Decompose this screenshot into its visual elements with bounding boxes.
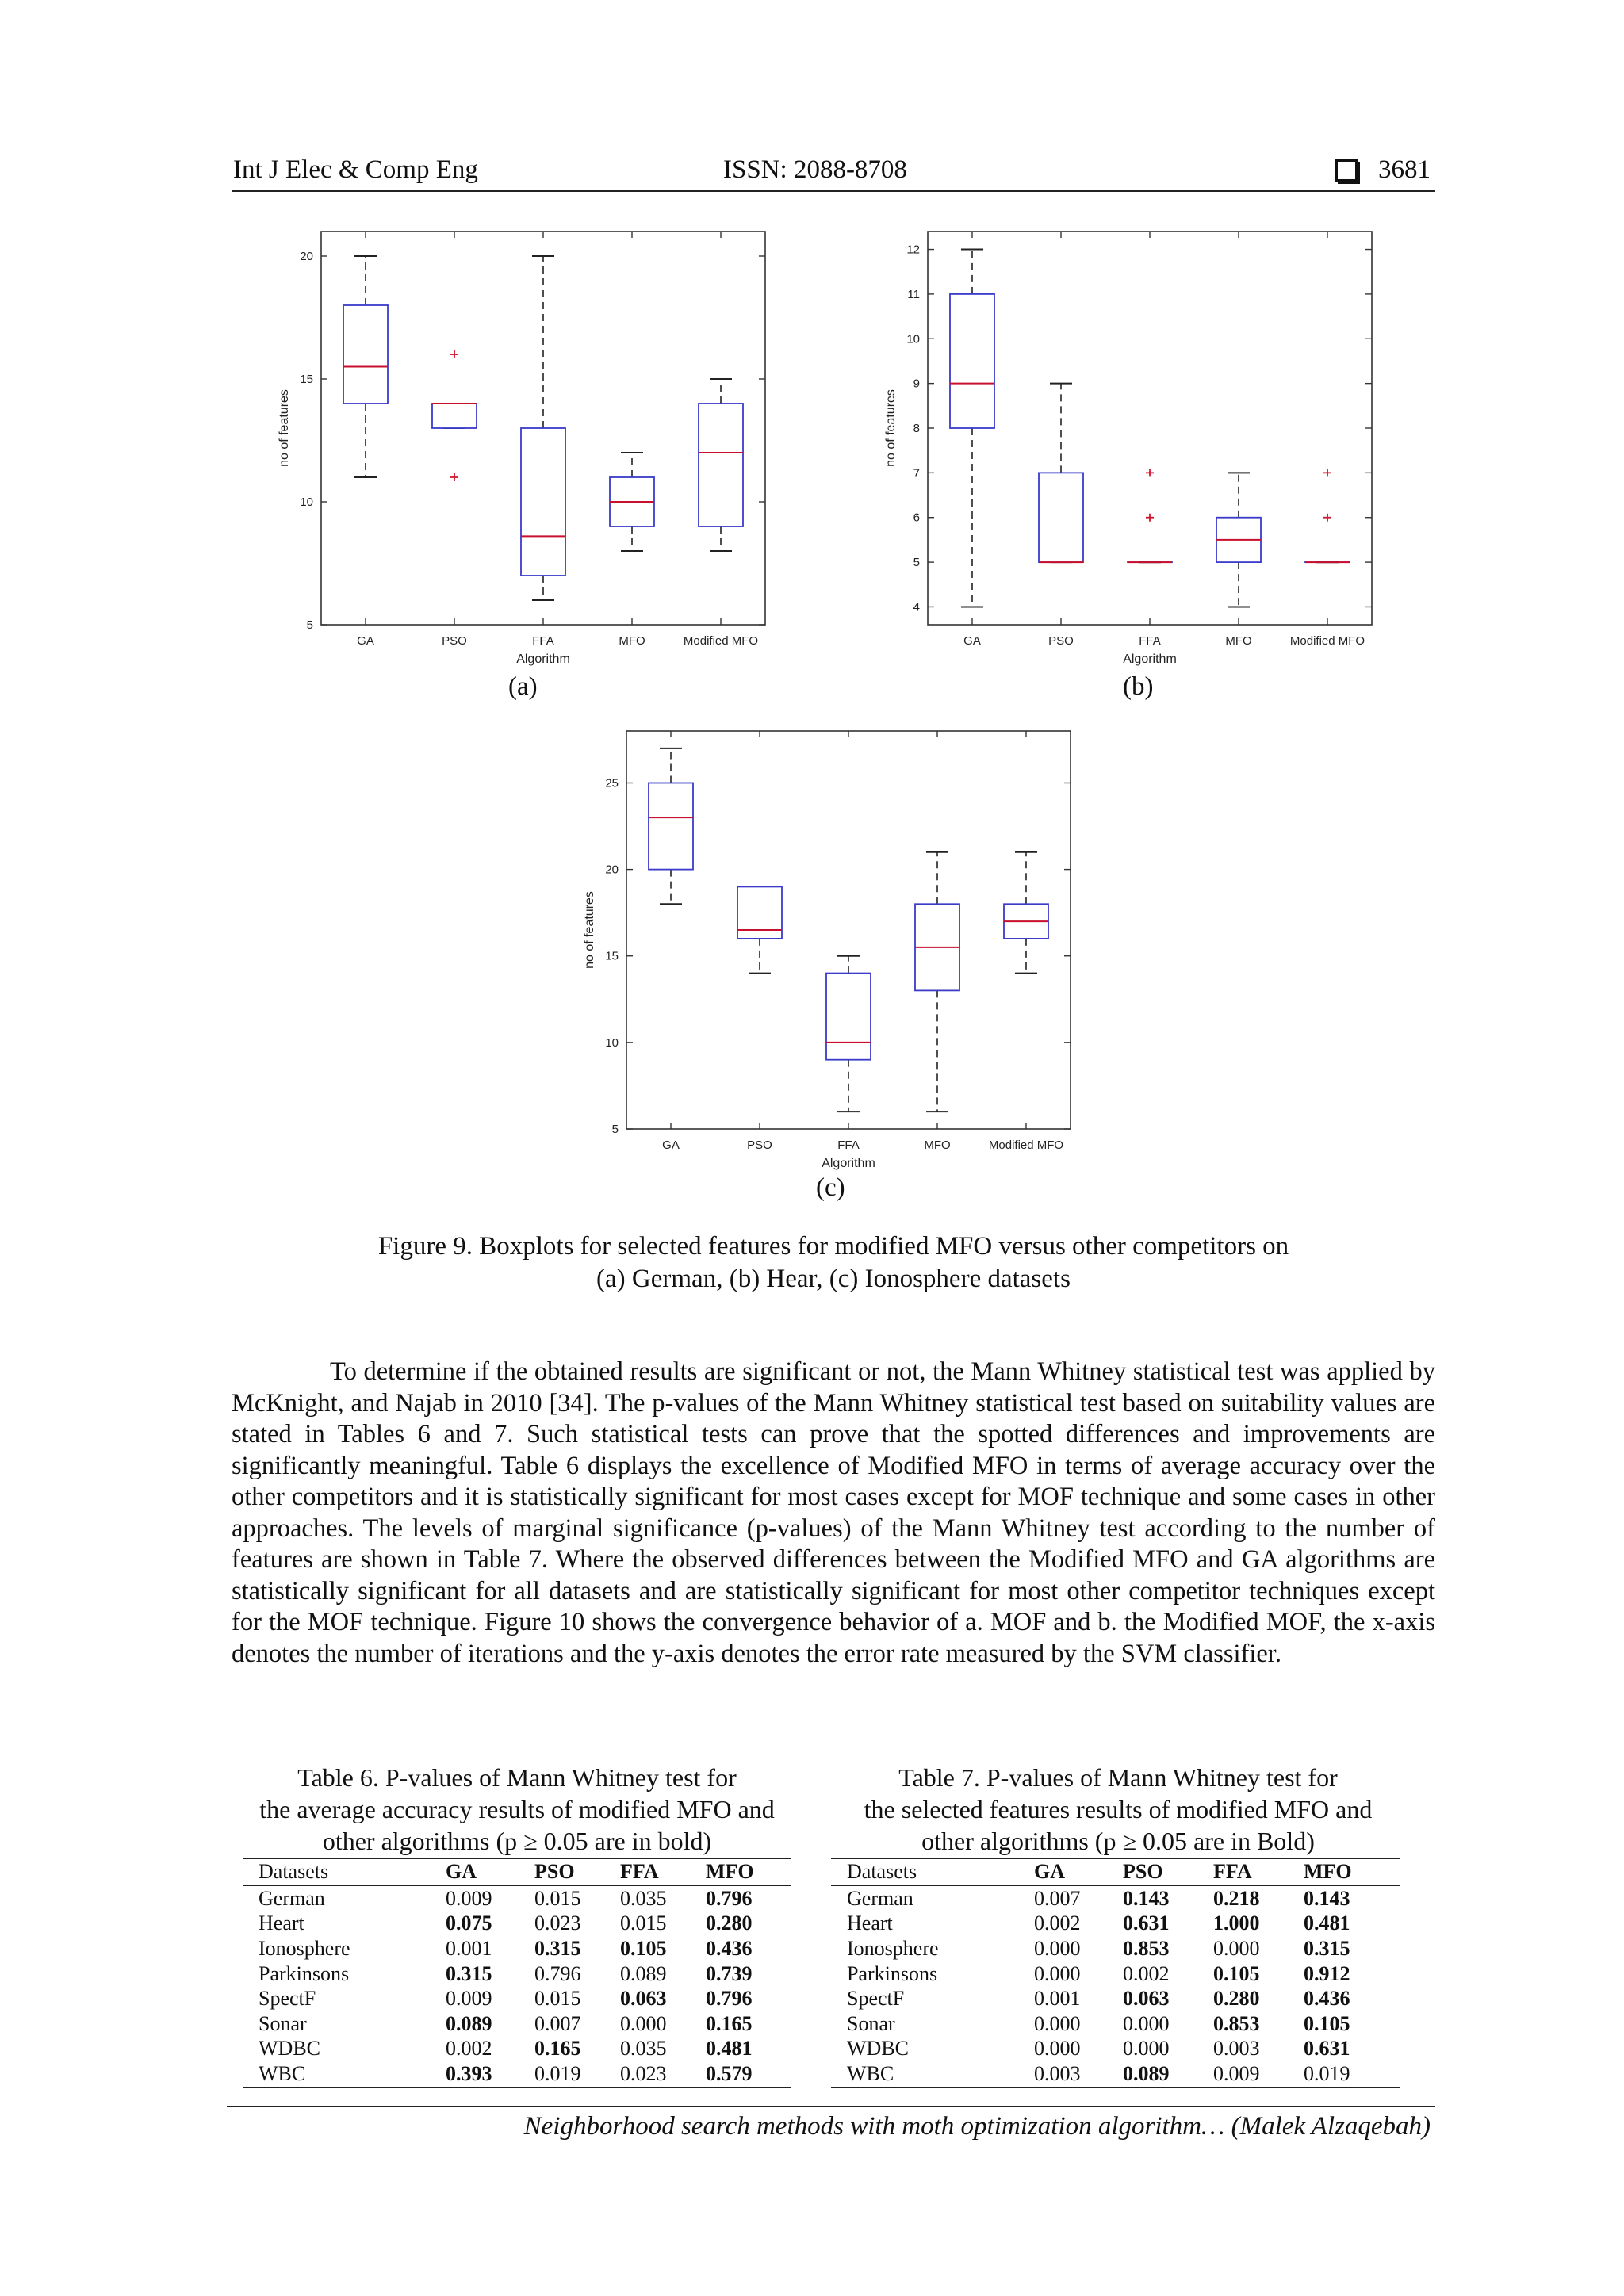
table-row xyxy=(831,2061,1400,2087)
category-label: MFO xyxy=(924,1138,951,1152)
y-tick-label: 5 xyxy=(611,1123,619,1136)
dataset-name-cell: SpectF xyxy=(259,1987,316,2011)
x-axis-label: Algorithm xyxy=(1123,652,1177,666)
table-row xyxy=(243,1961,791,1987)
p-value-cell: 0.481 xyxy=(706,2037,753,2061)
p-value-cell: 0.007 xyxy=(1034,1886,1081,1910)
y-tick-label: 25 xyxy=(605,776,619,790)
box-ga xyxy=(343,256,388,477)
iqr-box xyxy=(649,783,693,869)
p-value-cell: 0.000 xyxy=(1034,1961,1081,1985)
footer-text: Neighborhood search methods with moth optimization algorithm… (Malek Alzaqebah) xyxy=(523,2112,1431,2141)
page-footer xyxy=(227,2106,1435,2141)
p-value-cell: 0.009 xyxy=(1213,2061,1304,2087)
dataset-name-cell: WDBC xyxy=(259,2037,320,2061)
y-tick-label: 20 xyxy=(300,250,313,263)
p-value-cell: 0.019 xyxy=(534,2061,620,2087)
iqr-box xyxy=(950,294,994,428)
caption-line-2: (a) German, (b) Hear, (c) Ionosphere datasets xyxy=(596,1265,1071,1293)
table-row xyxy=(243,1986,791,2011)
dataset-name-cell: WBC xyxy=(831,2061,1034,2087)
p-value-cell: 0.009 xyxy=(446,1886,492,1910)
category-label: GA xyxy=(357,634,374,648)
table6-header-datasets: Datasets xyxy=(243,1858,446,1885)
table-row xyxy=(243,2011,791,2037)
p-value-cell: 0.003 xyxy=(1213,2037,1260,2061)
category-label: FFA xyxy=(532,634,554,648)
box-modified-mfo xyxy=(1004,852,1048,974)
square-bullet-icon xyxy=(1335,159,1358,182)
box-mfo xyxy=(1216,473,1261,607)
category-label: FFA xyxy=(1139,634,1161,648)
box-ga xyxy=(649,748,693,904)
category-label: Modified MFO xyxy=(1289,634,1365,648)
p-value-cell: 0.165 xyxy=(706,2011,753,2035)
p-value-cell: 0.015 xyxy=(534,1886,581,1910)
p-value-cell: 0.019 xyxy=(1304,2061,1400,2087)
y-tick-label: 10 xyxy=(300,496,313,509)
table7-header-pso: PSO xyxy=(1123,1858,1213,1885)
box-ffa xyxy=(826,956,871,1112)
boxplot-b xyxy=(884,224,1378,675)
p-value-cell: 0.000 xyxy=(1034,2011,1081,2035)
table7 xyxy=(831,1858,1400,2088)
y-tick-label: 15 xyxy=(300,373,313,386)
table6-header-pso: PSO xyxy=(534,1858,620,1885)
p-value-cell: 0.023 xyxy=(620,2061,706,2087)
iqr-box xyxy=(1039,473,1083,562)
p-value-cell: 0.000 xyxy=(1123,2011,1170,2035)
x-axis-label: Algorithm xyxy=(822,1157,875,1170)
table6-header-ga: GA xyxy=(446,1858,534,1885)
journal-name: Int J Elec & Comp Eng xyxy=(233,155,478,184)
boxplot-a xyxy=(278,224,773,675)
table6-header-row xyxy=(243,1858,791,1885)
p-value-cell: 0.089 xyxy=(620,1961,667,1985)
box-mfo xyxy=(610,453,654,551)
p-value-cell: 0.000 xyxy=(1213,1936,1260,1960)
boxplot-a-svg xyxy=(278,224,773,675)
table7-header-datasets: Datasets xyxy=(831,1858,1034,1885)
dataset-name-cell: German xyxy=(259,1886,325,1910)
y-tick-label: 9 xyxy=(913,377,920,391)
body-paragraph xyxy=(232,1357,1435,1670)
box-pso xyxy=(737,886,782,973)
table6-caption-line: other algorithms (p ≥ 0.05 are in bold) xyxy=(322,1827,712,1855)
p-value-cell: 0.218 xyxy=(1213,1886,1260,1910)
dataset-name-cell: WDBC xyxy=(847,2037,909,2061)
p-value-cell: 0.481 xyxy=(1304,1911,1350,1935)
y-tick-label: 12 xyxy=(906,243,920,257)
category-label: FFA xyxy=(837,1138,860,1152)
box-modified-mfo xyxy=(699,379,743,551)
dataset-name-cell: Sonar xyxy=(847,2011,895,2035)
sublabel-a: (a) xyxy=(508,672,538,701)
box-modified-mfo xyxy=(1305,469,1350,562)
table-row xyxy=(831,1911,1400,1937)
p-value-cell: 0.000 xyxy=(1123,2037,1170,2061)
table6-caption xyxy=(235,1762,799,1857)
category-label: MFO xyxy=(1225,634,1252,648)
issn: ISSN: 2088-8708 xyxy=(723,155,907,184)
p-value-cell: 0.105 xyxy=(1304,2011,1350,2035)
y-axis-label: no of features xyxy=(278,389,291,467)
category-label: GA xyxy=(662,1138,680,1152)
p-value-cell: 0.000 xyxy=(620,2011,667,2035)
y-tick-label: 4 xyxy=(913,600,920,614)
p-value-cell: 0.315 xyxy=(446,1961,492,1985)
category-label: PSO xyxy=(442,634,467,648)
table-row xyxy=(243,1885,791,1911)
dataset-name-cell: Ionosphere xyxy=(259,1936,350,1960)
p-value-cell: 0.002 xyxy=(1034,1911,1081,1935)
table-row xyxy=(831,1885,1400,1911)
p-value-cell: 0.105 xyxy=(620,1936,667,1960)
boxplot-c xyxy=(583,723,1082,1175)
p-value-cell: 0.000 xyxy=(1034,2037,1081,2061)
box-mfo xyxy=(915,852,959,1112)
p-value-cell: 0.436 xyxy=(1304,1987,1350,2011)
iqr-box xyxy=(826,974,871,1060)
p-value-cell: 1.000 xyxy=(1213,1911,1260,1935)
p-value-cell: 0.007 xyxy=(534,2011,581,2035)
dataset-name-cell: Sonar xyxy=(259,2011,307,2035)
y-tick-label: 20 xyxy=(605,863,619,877)
dataset-name-cell: Heart xyxy=(259,1911,304,1935)
p-value-cell: 0.315 xyxy=(1304,1936,1350,1960)
p-value-cell: 0.143 xyxy=(1123,1886,1170,1910)
table7-caption-line: other algorithms (p ≥ 0.05 are in Bold) xyxy=(921,1827,1315,1855)
table6-header-mfo: MFO xyxy=(706,1858,791,1885)
p-value-cell: 0.105 xyxy=(1213,1961,1260,1985)
box-pso xyxy=(432,350,477,481)
table7-caption xyxy=(836,1762,1400,1857)
p-value-cell: 0.023 xyxy=(534,1911,581,1935)
y-tick-label: 5 xyxy=(306,618,313,632)
p-value-cell: 0.280 xyxy=(706,1911,753,1935)
category-label: PSO xyxy=(747,1138,772,1152)
x-axis-label: Algorithm xyxy=(516,652,570,666)
p-value-cell: 0.853 xyxy=(1213,2011,1260,2035)
y-axis-label: no of features xyxy=(583,891,596,969)
iqr-box xyxy=(521,428,565,576)
box-ga xyxy=(950,250,994,607)
p-value-cell: 0.739 xyxy=(706,1961,753,1985)
p-value-cell: 0.009 xyxy=(446,1987,492,2011)
category-label: GA xyxy=(963,634,981,648)
p-value-cell: 0.015 xyxy=(534,1987,581,2011)
table7-header-ffa: FFA xyxy=(1213,1858,1304,1885)
p-value-cell: 0.796 xyxy=(706,1987,753,2011)
table-row xyxy=(243,1911,791,1937)
table7-caption-line: Table 7. P-values of Mann Whitney test for xyxy=(898,1763,1338,1792)
page-header xyxy=(232,152,1435,192)
table-row xyxy=(831,1986,1400,2011)
iqr-box xyxy=(737,886,782,938)
dataset-name-cell: Parkinsons xyxy=(259,1961,350,1985)
dataset-name-cell: German xyxy=(847,1886,914,1910)
dataset-name-cell: SpectF xyxy=(847,1987,905,2011)
table7-header-row xyxy=(831,1858,1400,1885)
iqr-box xyxy=(699,404,743,526)
boxplot-c-svg xyxy=(583,723,1082,1175)
p-value-cell: 0.015 xyxy=(620,1911,667,1935)
caption-line-1: Figure 9. Boxplots for selected features for modified MFO versus other competitors on xyxy=(377,1232,1289,1261)
category-label: Modified MFO xyxy=(988,1138,1064,1152)
p-value-cell: 0.001 xyxy=(446,1936,492,1960)
boxplot-b-svg xyxy=(884,224,1378,675)
y-tick-label: 11 xyxy=(907,287,920,301)
table-row xyxy=(243,1936,791,1961)
p-value-cell: 0.853 xyxy=(1123,1936,1170,1960)
p-value-cell: 0.089 xyxy=(1123,2061,1213,2087)
table6-header-ffa: FFA xyxy=(620,1858,706,1885)
p-value-cell: 0.063 xyxy=(620,1987,667,2011)
dataset-name-cell: Heart xyxy=(847,1911,893,1935)
p-value-cell: 0.002 xyxy=(1123,1961,1170,1985)
y-tick-label: 5 xyxy=(913,556,920,570)
p-value-cell: 0.002 xyxy=(446,2037,492,2061)
dataset-name-cell: WBC xyxy=(243,2061,446,2087)
p-value-cell: 0.035 xyxy=(620,1886,667,1910)
table6-caption-line: the average accuracy results of modified MFO and xyxy=(259,1795,775,1823)
table-row xyxy=(243,2037,791,2062)
y-tick-label: 15 xyxy=(605,949,619,963)
p-value-cell: 0.393 xyxy=(446,2061,534,2087)
sublabel-c: (c) xyxy=(816,1173,845,1202)
sublabel-b: (b) xyxy=(1123,672,1154,701)
table6 xyxy=(243,1858,791,2088)
iqr-box xyxy=(343,305,388,404)
table-row xyxy=(831,2037,1400,2062)
p-value-cell: 0.035 xyxy=(620,2037,667,2061)
p-value-cell: 0.280 xyxy=(1213,1987,1260,2011)
y-tick-label: 10 xyxy=(906,332,920,346)
p-value-cell: 0.075 xyxy=(446,1911,492,1935)
category-label: PSO xyxy=(1048,634,1074,648)
paragraph-text: To determine if the obtained results are significant or not, the Mann Whitney statistical test was applied by McKnight, and Najab in 2010 [34]. The p-values of the Mann Whitney statistical test based on suitability values are stated in Tables 6 and 7. Such statistical tests can prove that the spotted differences and improvements are significantly meaningful. Table 6 displays the excellence of Modified MFO in terms of average accuracy over the other competitors and it is statistically significant for most cases except for MOF technique and some cases in other approaches. The levels of marginal significance (p-values) of the Mann Whitney test according to the number of features are shown in Table 7. Where the observed differences between the Modified MFO and GA algorithms are statistically significant for all datasets and are statistically significant for most other competitor techniques except for the MOF technique. Figure 10 shows the convergence behavior of a. MOF and b. the Modified MOF, the x-axis denotes the number of iterations and the y-axis denotes the error rate measured by the SVM classifier. xyxy=(232,1357,1435,1668)
p-value-cell: 0.063 xyxy=(1123,1987,1170,2011)
p-value-cell: 0.089 xyxy=(446,2011,492,2035)
p-value-cell: 0.000 xyxy=(1034,1936,1081,1960)
dataset-name-cell: Parkinsons xyxy=(847,1961,938,1985)
y-tick-label: 7 xyxy=(913,466,920,480)
p-value-cell: 0.912 xyxy=(1304,1961,1350,1985)
y-axis-label: no of features xyxy=(884,389,898,467)
p-value-cell: 0.165 xyxy=(534,2037,581,2061)
p-value-cell: 0.436 xyxy=(706,1936,753,1960)
page-number: 3681 xyxy=(1378,155,1431,184)
figure-caption xyxy=(232,1230,1435,1295)
iqr-box xyxy=(432,404,477,428)
p-value-cell: 0.003 xyxy=(1034,2061,1123,2087)
table7-header-mfo: MFO xyxy=(1304,1858,1400,1885)
table6-caption-line: Table 6. P-values of Mann Whitney test for xyxy=(297,1763,737,1792)
table7-caption-line: the selected features results of modified MFO and xyxy=(864,1795,1373,1823)
p-value-cell: 0.315 xyxy=(534,1936,581,1960)
table-row xyxy=(831,1961,1400,1987)
y-tick-label: 6 xyxy=(913,511,920,525)
dataset-name-cell: Ionosphere xyxy=(847,1936,939,1960)
table-row xyxy=(831,1936,1400,1961)
category-label: Modified MFO xyxy=(683,634,759,648)
box-ffa xyxy=(1128,469,1172,562)
y-tick-label: 8 xyxy=(913,422,920,435)
y-tick-label: 10 xyxy=(605,1035,619,1050)
p-value-cell: 0.001 xyxy=(1034,1987,1081,2011)
p-value-cell: 0.579 xyxy=(706,2061,791,2087)
table-row xyxy=(831,2011,1400,2037)
table-row xyxy=(243,2061,791,2087)
category-label: MFO xyxy=(619,634,645,648)
box-pso xyxy=(1039,384,1083,562)
p-value-cell: 0.631 xyxy=(1304,2037,1350,2061)
table7-header-ga: GA xyxy=(1034,1858,1123,1885)
box-ffa xyxy=(521,256,565,600)
p-value-cell: 0.631 xyxy=(1123,1911,1170,1935)
p-value-cell: 0.143 xyxy=(1304,1886,1350,1910)
p-value-cell: 0.796 xyxy=(706,1886,753,1910)
p-value-cell: 0.796 xyxy=(534,1961,581,1985)
